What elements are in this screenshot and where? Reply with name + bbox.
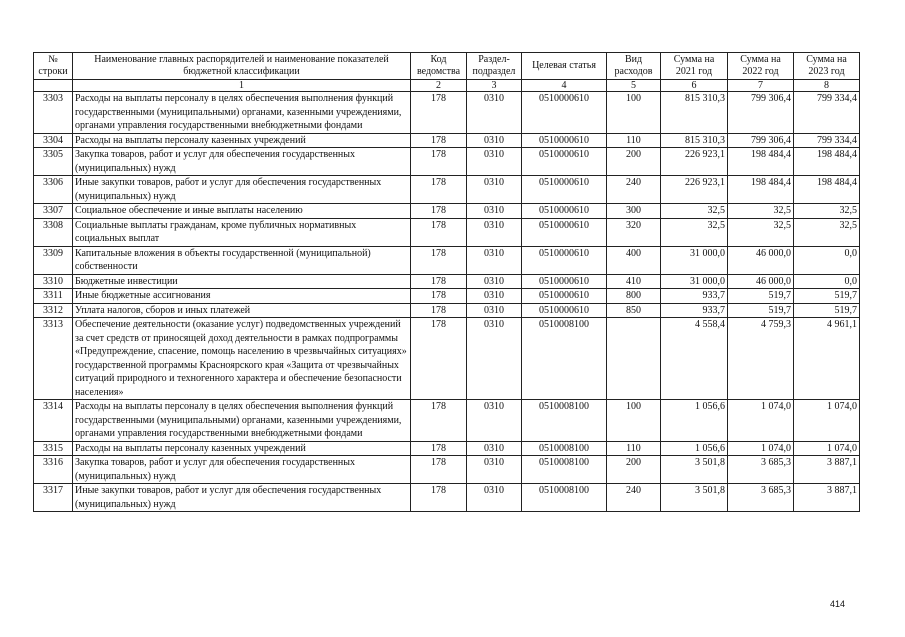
row-dept-code: 178 <box>411 456 467 484</box>
header-sum-2021: Сумма на 2021 год <box>661 53 728 80</box>
column-number: 3 <box>467 80 522 92</box>
row-target-code: 0510008100 <box>522 441 607 456</box>
row-section-code: 0310 <box>467 92 522 134</box>
row-sum-2021: 815 310,3 <box>661 92 728 134</box>
column-number: 8 <box>794 80 860 92</box>
row-target-code: 0510008100 <box>522 484 607 512</box>
row-sum-2023: 3 887,1 <box>794 484 860 512</box>
table-row <box>34 289 860 304</box>
row-target-code: 0510000610 <box>522 176 607 204</box>
row-sum-2021: 933,7 <box>661 303 728 318</box>
row-section-code: 0310 <box>467 484 522 512</box>
row-number: 3311 <box>34 289 73 304</box>
row-sum-2021: 1 056,6 <box>661 441 728 456</box>
row-dept-code: 178 <box>411 484 467 512</box>
header-sum-2023: Сумма на 2023 год <box>794 53 860 80</box>
table-row <box>34 441 860 456</box>
header-section: Раздел-подраздел <box>467 53 522 80</box>
row-number: 3307 <box>34 204 73 219</box>
row-number: 3317 <box>34 484 73 512</box>
row-sum-2023: 519,7 <box>794 289 860 304</box>
row-sum-2021: 32,5 <box>661 204 728 219</box>
column-number: 5 <box>607 80 661 92</box>
row-sum-2021: 226 923,1 <box>661 176 728 204</box>
row-dept-code: 178 <box>411 400 467 442</box>
row-sum-2022: 519,7 <box>728 289 794 304</box>
row-sum-2021: 31 000,0 <box>661 274 728 289</box>
row-sum-2022: 32,5 <box>728 218 794 246</box>
row-sum-2021: 4 558,4 <box>661 318 728 400</box>
row-sum-2023: 799 334,4 <box>794 92 860 134</box>
table-row <box>34 303 860 318</box>
row-expense-type: 320 <box>607 218 661 246</box>
row-target-code: 0510000610 <box>522 274 607 289</box>
row-sum-2023: 3 887,1 <box>794 456 860 484</box>
row-target-code: 0510000610 <box>522 303 607 318</box>
row-section-code: 0310 <box>467 456 522 484</box>
row-sum-2022: 198 484,4 <box>728 148 794 176</box>
row-name: Расходы на выплаты персоналу казенных учреждений <box>73 441 411 456</box>
row-sum-2023: 1 074,0 <box>794 441 860 456</box>
table-row <box>34 246 860 274</box>
header-name: Наименование главных распорядителей и наименование показателей бюджетной классификации <box>73 53 411 80</box>
row-sum-2023: 4 961,1 <box>794 318 860 400</box>
row-number: 3310 <box>34 274 73 289</box>
row-expense-type: 100 <box>607 92 661 134</box>
header-dept: Код ведомства <box>411 53 467 80</box>
header-sum-2022: Сумма на 2022 год <box>728 53 794 80</box>
row-name: Иные закупки товаров, работ и услуг для обеспечения государственных (муниципальных) нужд <box>73 484 411 512</box>
row-expense-type: 200 <box>607 456 661 484</box>
row-section-code: 0310 <box>467 148 522 176</box>
row-sum-2021: 3 501,8 <box>661 456 728 484</box>
row-name: Иные бюджетные ассигнования <box>73 289 411 304</box>
row-section-code: 0310 <box>467 289 522 304</box>
row-sum-2023: 0,0 <box>794 274 860 289</box>
table-row <box>34 274 860 289</box>
row-sum-2022: 519,7 <box>728 303 794 318</box>
row-sum-2023: 519,7 <box>794 303 860 318</box>
row-sum-2022: 198 484,4 <box>728 176 794 204</box>
header-expense: Вид расходов <box>607 53 661 80</box>
column-number-row <box>34 80 860 92</box>
row-expense-type: 300 <box>607 204 661 219</box>
row-name: Закупка товаров, работ и услуг для обеспечения государственных (муниципальных) нужд <box>73 148 411 176</box>
row-sum-2021: 3 501,8 <box>661 484 728 512</box>
row-target-code: 0510000610 <box>522 218 607 246</box>
row-number: 3312 <box>34 303 73 318</box>
row-sum-2023: 32,5 <box>794 204 860 219</box>
column-number: 4 <box>522 80 607 92</box>
row-sum-2022: 3 685,3 <box>728 484 794 512</box>
row-number: 3304 <box>34 133 73 148</box>
row-target-code: 0510000610 <box>522 289 607 304</box>
header-row-no: № строки <box>34 53 73 80</box>
row-sum-2023: 198 484,4 <box>794 148 860 176</box>
row-sum-2023: 198 484,4 <box>794 176 860 204</box>
row-dept-code: 178 <box>411 148 467 176</box>
row-sum-2022: 46 000,0 <box>728 246 794 274</box>
row-name: Социальные выплаты гражданам, кроме публичных нормативных социальных выплат <box>73 218 411 246</box>
table-row <box>34 318 860 400</box>
row-dept-code: 178 <box>411 176 467 204</box>
row-target-code: 0510008100 <box>522 400 607 442</box>
row-expense-type: 200 <box>607 148 661 176</box>
table-row <box>34 456 860 484</box>
header-target: Целевая статья <box>522 53 607 80</box>
column-number <box>34 80 73 92</box>
row-number: 3303 <box>34 92 73 134</box>
row-section-code: 0310 <box>467 176 522 204</box>
page-number: 414 <box>830 599 846 609</box>
row-sum-2023: 799 334,4 <box>794 133 860 148</box>
row-name: Расходы на выплаты персоналу казенных учреждений <box>73 133 411 148</box>
row-dept-code: 178 <box>411 133 467 148</box>
row-name: Расходы на выплаты персоналу в целях обеспечения выполнения функций государственными (муниципальными) органами, казенными учреждениями, органами управления государственными внебюджетными фондами <box>73 400 411 442</box>
row-target-code: 0510000610 <box>522 148 607 176</box>
row-dept-code: 178 <box>411 274 467 289</box>
row-sum-2022: 46 000,0 <box>728 274 794 289</box>
row-sum-2023: 32,5 <box>794 218 860 246</box>
row-number: 3305 <box>34 148 73 176</box>
row-target-code: 0510000610 <box>522 92 607 134</box>
row-sum-2023: 1 074,0 <box>794 400 860 442</box>
row-name: Расходы на выплаты персоналу в целях обеспечения выполнения функций государственными (муниципальными) органами, казенными учреждениями, органами управления государственными внебюджетными фондами <box>73 92 411 134</box>
row-section-code: 0310 <box>467 246 522 274</box>
row-expense-type: 100 <box>607 400 661 442</box>
row-section-code: 0310 <box>467 400 522 442</box>
row-sum-2022: 3 685,3 <box>728 456 794 484</box>
row-sum-2021: 815 310,3 <box>661 133 728 148</box>
row-expense-type <box>607 318 661 400</box>
row-number: 3309 <box>34 246 73 274</box>
row-number: 3306 <box>34 176 73 204</box>
row-sum-2023: 0,0 <box>794 246 860 274</box>
row-section-code: 0310 <box>467 133 522 148</box>
table-row <box>34 148 860 176</box>
row-name: Уплата налогов, сборов и иных платежей <box>73 303 411 318</box>
row-number: 3308 <box>34 218 73 246</box>
table-row <box>34 92 860 134</box>
row-sum-2022: 1 074,0 <box>728 400 794 442</box>
row-name: Обеспечение деятельности (оказание услуг) подведомственных учреждений за счет средств от приносящей доход деятельности в рамках подпрограммы «Предупреждение, спасение, помощь населению в чрезвычайных ситуациях» государственной программы Красноярского края «Защита от чрезвычайных ситуаций природного и техногенного характера и обеспечение безопасности населения» <box>73 318 411 400</box>
row-expense-type: 240 <box>607 176 661 204</box>
row-dept-code: 178 <box>411 318 467 400</box>
row-expense-type: 800 <box>607 289 661 304</box>
budget-table <box>33 52 860 512</box>
row-number: 3313 <box>34 318 73 400</box>
table-row <box>34 484 860 512</box>
table-row <box>34 204 860 219</box>
row-section-code: 0310 <box>467 441 522 456</box>
row-sum-2021: 226 923,1 <box>661 148 728 176</box>
header-row <box>34 53 860 80</box>
row-dept-code: 178 <box>411 289 467 304</box>
row-expense-type: 240 <box>607 484 661 512</box>
row-sum-2022: 4 759,3 <box>728 318 794 400</box>
table-row <box>34 218 860 246</box>
row-target-code: 0510008100 <box>522 456 607 484</box>
column-number: 7 <box>728 80 794 92</box>
row-name: Социальное обеспечение и иные выплаты населению <box>73 204 411 219</box>
row-number: 3316 <box>34 456 73 484</box>
row-sum-2021: 933,7 <box>661 289 728 304</box>
row-expense-type: 410 <box>607 274 661 289</box>
row-dept-code: 178 <box>411 246 467 274</box>
row-sum-2022: 32,5 <box>728 204 794 219</box>
row-sum-2022: 1 074,0 <box>728 441 794 456</box>
row-dept-code: 178 <box>411 303 467 318</box>
row-number: 3315 <box>34 441 73 456</box>
row-dept-code: 178 <box>411 441 467 456</box>
row-name: Капитальные вложения в объекты государственной (муниципальной) собственности <box>73 246 411 274</box>
row-dept-code: 178 <box>411 218 467 246</box>
row-expense-type: 400 <box>607 246 661 274</box>
row-target-code: 0510000610 <box>522 204 607 219</box>
column-number: 6 <box>661 80 728 92</box>
row-target-code: 0510000610 <box>522 246 607 274</box>
row-section-code: 0310 <box>467 303 522 318</box>
row-expense-type: 110 <box>607 441 661 456</box>
row-dept-code: 178 <box>411 204 467 219</box>
column-number: 1 <box>73 80 411 92</box>
table-row <box>34 400 860 442</box>
row-dept-code: 178 <box>411 92 467 134</box>
row-section-code: 0310 <box>467 274 522 289</box>
row-sum-2021: 31 000,0 <box>661 246 728 274</box>
row-section-code: 0310 <box>467 218 522 246</box>
row-sum-2022: 799 306,4 <box>728 133 794 148</box>
row-name: Бюджетные инвестиции <box>73 274 411 289</box>
row-sum-2022: 799 306,4 <box>728 92 794 134</box>
row-name: Закупка товаров, работ и услуг для обеспечения государственных (муниципальных) нужд <box>73 456 411 484</box>
row-section-code: 0310 <box>467 204 522 219</box>
table-row <box>34 133 860 148</box>
row-number: 3314 <box>34 400 73 442</box>
row-sum-2021: 1 056,6 <box>661 400 728 442</box>
row-target-code: 0510000610 <box>522 133 607 148</box>
table-row <box>34 176 860 204</box>
row-sum-2021: 32,5 <box>661 218 728 246</box>
row-expense-type: 850 <box>607 303 661 318</box>
row-expense-type: 110 <box>607 133 661 148</box>
column-number: 2 <box>411 80 467 92</box>
row-target-code: 0510008100 <box>522 318 607 400</box>
row-section-code: 0310 <box>467 318 522 400</box>
row-name: Иные закупки товаров, работ и услуг для обеспечения государственных (муниципальных) нужд <box>73 176 411 204</box>
